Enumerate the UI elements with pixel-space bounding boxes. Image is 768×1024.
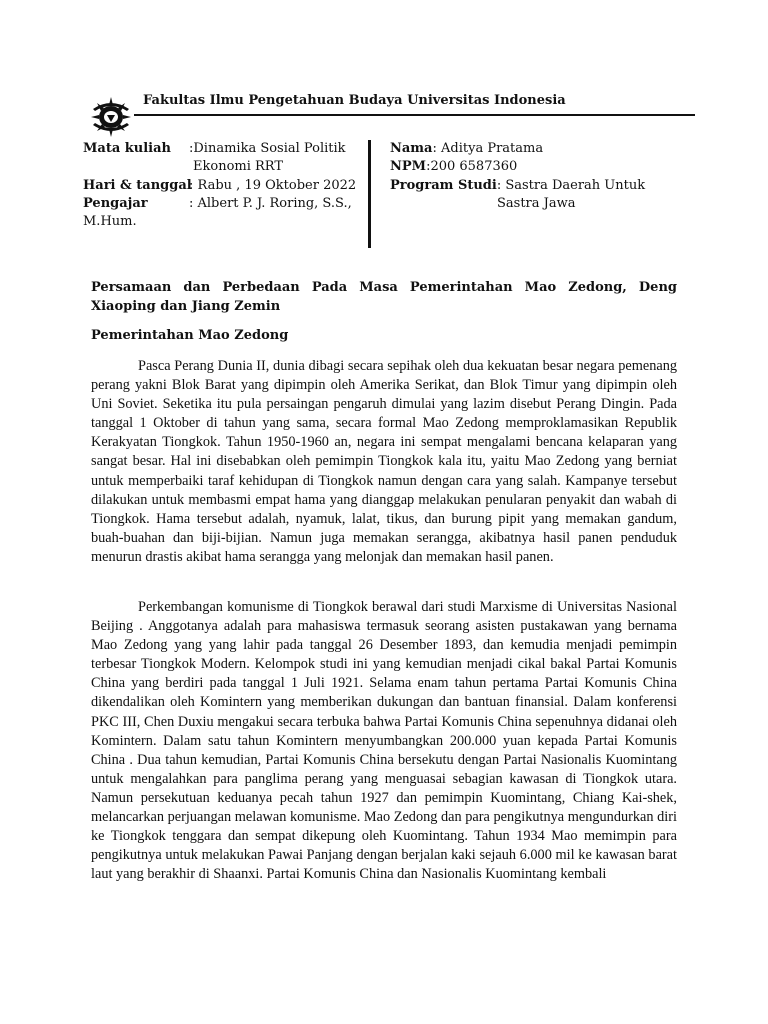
- course-value-continued: Ekonomi RRT: [193, 159, 284, 174]
- course-value: :Dinamika Sosial Politik: [189, 141, 346, 156]
- section-heading: Pemerintahan Mao Zedong: [91, 328, 289, 343]
- student-program: [390, 177, 645, 195]
- name-label: Nama: [390, 141, 433, 156]
- npm-value: :200 6587360: [426, 159, 518, 174]
- paragraph-1: Pasca Perang Dunia II, dunia dibagi secara sepihak oleh dua kekuatan besar negara pemenang perang yakni Blok Barat yang dipimpin oleh Amerika Serikat, dan Blok Timur yang dipimpin oleh Uni Soviet. Seketika itu pula persaingan pengaruh dimulai yang lazim disebut Perang Dingin. Pada tanggal 1 Oktober di tahun yang sama, secara formal Mao Zedong memproklamasikan Republik Kerakyatan Tiongkok. Tahun 1950-1960 an, negara ini sempat mengalami bencana kelaparan yang sangat besar. Hal ini disebabkan oleh pemimpin Tiongkok kala itu, yaitu Mao Zedong yang berniat untuk memperbaiki taraf kehidupan di Tiongkok namun dengan cara yang salah. Kampanye tersebut dilakukan untuk membasmi empat hama yang dianggap melakukan penularan penyakit dan wabah di Tiongkok. Hama tersebut adalah, nyamuk, lalat, tikus, dan burung pipit yang memakan gandum, buah-buahan dan biji-bijian. Namun juga memakan serangga, akibatnya hasil panen penduduk menurun drastis akibat hama serangga yang melonjak dan memakan hasil panen.: [91, 358, 677, 565]
- student-name: [390, 140, 543, 158]
- program-value: : Sastra Daerah Untuk: [496, 178, 646, 193]
- date-label: Hari & tanggal: [83, 178, 192, 193]
- student-npm: [390, 158, 517, 176]
- paragraph-2: Perkembangan komunisme di Tiongkok berawal dari studi Marxisme di Universitas Nasional Beijing . Anggotanya adalah para mahasiswa termasuk seorang asisten pustakawan yang bernama Mao Zedong yang yang lahir pada tanggal 26 Desember 1893, dan kemudia menjadi pemimpin terbesar Tiongkok Modern. Kelompok studi ini yang kemudian menjadi cikal bakal Partai Komunis China yang berdiri pada tanggal 1 Juli 1921. Selama enam tahun pertama Partai Komunis China dikendalikan oleh Komintern yang memberikan dukungan dan bantuan finansial. Dalam konferensi PKC III, Chen Duxiu mengakui secara terbuka bahwa Partai Komunis China sepenuhnya didanai oleh Komintern. Dalam satu tahun Komintern menyumbangkan 200.000 yuan kepada Partai Komunis China . Dua tahun kemudian, Partai Komunis China bersekutu dengan Partai Nasionalis Kuomintang untuk mengalahkan para panglima perang yang menguasai sebagian kawasan di Tiongkok utara. Namun persekutuan keduanya pecah tahun 1927 dan pemimpin Kuomintang, Chiang Kai-shek, melancarkan perjuangan melawan komunisme. Mao Zedong dan para pengikutnya mengundurkan diri ke Tiongkok tenggara dan sempat dikepung oleh Kuomintang. Tahun 1934 Mao memimpin para pengikutnya untuk melakukan Pawai Panjang dengan berjalan kaki sejauh 6.000 mil ke kawasan barat laut yang berakhir di Shaanxi. Partai Komunis China dan Nasionalis Kuomintang kembali: [91, 599, 677, 883]
- university-logo-icon: [89, 95, 133, 139]
- essay-title: Persamaan dan Perbedaan Pada Masa Pemerintahan Mao Zedong, Deng Xiaoping dan Jiang Zemin: [91, 280, 677, 314]
- course-label: Mata kuliah: [83, 141, 171, 156]
- lecturer-label: Pengajar: [83, 196, 148, 211]
- name-value: : Aditya Pratama: [432, 141, 544, 156]
- header-divider: [134, 114, 695, 116]
- faculty-name: Fakultas Ilmu Pengetahuan Budaya Universitas Indonesia: [143, 93, 566, 108]
- program-value-continued: Sastra Jawa: [497, 196, 576, 211]
- npm-label: NPM: [390, 159, 427, 174]
- lecturer-value: : Albert P. J. Roring, S.S.,: [189, 196, 352, 211]
- program-label: Program Studi: [390, 178, 497, 193]
- date-value: : Rabu , 19 Oktober 2022: [189, 178, 357, 193]
- lecturer-value-continued: M.Hum.: [83, 214, 137, 229]
- info-column-divider: [368, 140, 371, 248]
